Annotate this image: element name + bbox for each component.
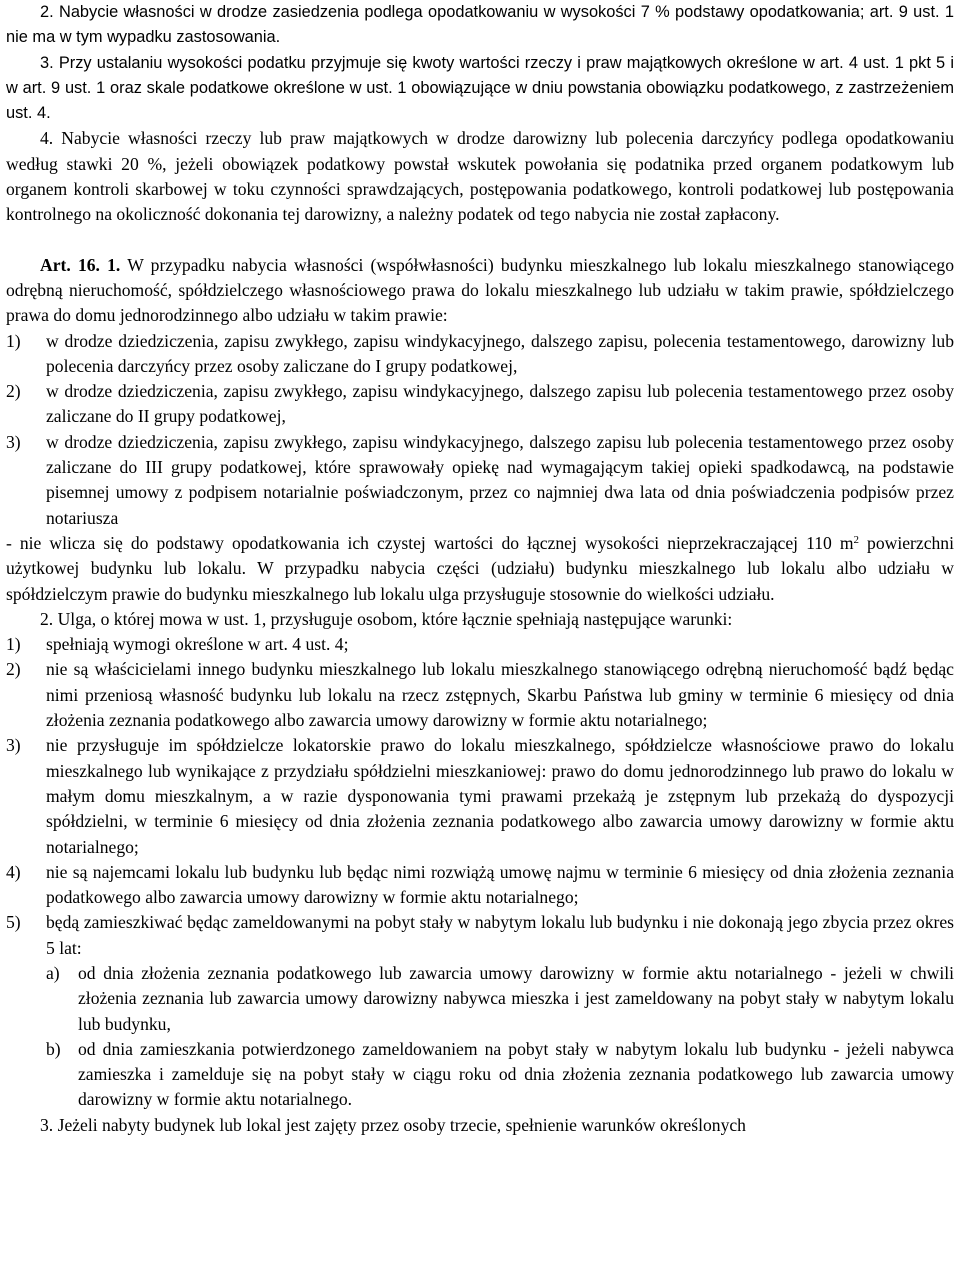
item-text: w drodze dziedziczenia, zapisu zwykłego, zapisu windykacyjnego, dalszego zapisu, polecenia testamentowego, darowizny lub polecenia darczyńcy przez osoby zaliczane do I grupy podatkowej, xyxy=(46,330,954,376)
rule-text-a: - nie wlicza się do podstawy opodatkowania ich czystej wartości do łącznej wysokości nieprzekraczającej 110 m xyxy=(6,532,854,553)
article-16-intro xyxy=(6,253,954,329)
item-text: nie przysługuje im spółdzielcze lokatorskie prawo do lokalu mieszkalnego, spółdzielcze własnościowe prawo do lokalu mieszkalnego lub wynikające z przydziału spółdzielni mieszkaniowej: prawo do domu jednorodzinnego lub prawo do lokalu w małym domu mieszkalnym, a w razie dysponowania tymi prawami przekażą je zstępnym lub przekażą do dyspozycji spółdzielni, w terminie 6 miesięcy od dnia złożenia zeznania podatkowego albo zawarcia umowy darowizny w formie aktu notarialnego; xyxy=(46,735,954,857)
item-number: 3) xyxy=(6,431,21,452)
item-number: 1) xyxy=(6,634,21,655)
item-text: nie są właścicielami innego budynku mieszkalnego lub lokalu mieszkalnego stanowiącego odrębną nieruchomość bądź będąc nimi przeniosą własność budynku lub lokalu na rzecz zstępnych, Skarbu Państwa lub gminy w terminie 6 miesięcy od dnia złożenia zeznania podatkowego albo zawarcia umowy darowizny w formie aktu notarialnego; xyxy=(46,659,954,731)
item-text: nie są najemcami lokalu lub budynku lub będąc nimi rozwiążą umowę najmu w terminie 6 miesięcy od dnia złożenia zeznania podatkowego albo zawarcia umowy darowizny w formie aktu notarialnego; xyxy=(46,861,954,908)
rule-text-b: powierzchni użytkowej budynku lub lokalu. W przypadku nabycia części (udziału) budynku mieszkalnego lub lokalu albo udziału w spółdzielczym prawie do budynku mieszkalnego lub lokalu ulga przysługuje stosownie do wielkości udziału. xyxy=(6,532,954,604)
list-item xyxy=(6,910,954,961)
spacer xyxy=(6,228,954,253)
list-item xyxy=(6,430,954,531)
item-text: będą zamieszkiwać będąc zameldowanymi na pobyt stały w nabytym lokalu lub budynku i nie dokonają jego zbycia przez okres 5 lat: xyxy=(46,912,954,958)
sub-list-item xyxy=(6,1037,954,1113)
list-item xyxy=(6,733,954,859)
article-intro-text: W przypadku nabycia własności (współwłasności) budynku mieszkalnego lub lokalu mieszkalnego stanowiącego odrębną nieruchomość, spółdzielczego własnościowego prawa do lokalu mieszkalnego lub udziału w takim prawie, spółdzielczego prawa do domu jednorodzinnego albo udziału w takim prawie: xyxy=(6,254,954,326)
item-number: 1) xyxy=(6,330,21,351)
list-item xyxy=(6,379,954,430)
item-text: w drodze dziedziczenia, zapisu zwykłego, zapisu windykacyjnego, dalszego zapisu lub polecenia testamentowego przez osoby zaliczane do III grupy podatkowej, które sprawowały opiekę nad wymagającym takiej opieki spadkodawcą, na podstawie pisemnej umowy z podpisem notarialnie poświadczonym, przez co najmniej dwa lata od dnia poświadczenia podpisów przez notariusza xyxy=(46,431,954,528)
item-list-2 xyxy=(6,632,954,1113)
list-item xyxy=(6,860,954,911)
top-section xyxy=(6,0,954,126)
paragraph-16-3: 3. Jeżeli nabyty budynek lub lokal jest zajęty przez osoby trzecie, spełnienie warunków określonych xyxy=(40,1114,746,1135)
paragraph-3: 3. Przy ustalaniu wysokości podatku przyjmuje się kwoty wartości rzeczy i praw majątkowych określone w art. 4 ust. 1 pkt 5 i w art. 9 ust. 1 oraz skale podatkowe określone w ust. 1 obowiązujące w dniu powstania obowiązku podatkowego, z zastrzeżeniem ust. 4. xyxy=(6,53,954,123)
list-item xyxy=(6,329,954,380)
paragraph-4: 4. Nabycie własności rzeczy lub praw majątkowych w drodze darowizny lub polecenia darczyńcy podlega opodatkowaniu według stawki 20 %, jeżeli obowiązek podatkowy powstał wskutek powołania się podatnika przed organem podatkowym lub organem kontroli skarbowej w toku czynności sprawdzających, postępowania podatkowego, kontroli podatkowej lub postępowania kontrolnego na okoliczność dokonania tej darowizny, a należny podatek od tego nabycia nie został zapłacony. xyxy=(6,128,954,225)
article-heading: Art. 16. 1. xyxy=(40,254,121,275)
paragraph-16-2: 2. Ulga, o której mowa w ust. 1, przysługuje osobom, które łącznie spełniają następujące warunki: xyxy=(40,608,733,629)
list-item xyxy=(6,632,954,657)
item-number: 4) xyxy=(6,861,21,882)
sub-item-letter: a) xyxy=(46,962,60,983)
item-number: 3) xyxy=(6,735,21,756)
item-number: 2) xyxy=(6,659,21,680)
exclusion-rule xyxy=(6,531,954,607)
item-number: 5) xyxy=(6,912,21,933)
document-page xyxy=(6,0,954,1138)
sub-item-text: od dnia zamieszkania potwierdzonego zameldowaniem na pobyt stały w nabytym lokalu lub budynku - jeżeli nabywca zamieszka i zamelduje się na pobyt stały w ciągu roku od dnia złożenia zeznania podatkowego lub zawarcia umowy darowizny w formie aktu notarialnego. xyxy=(78,1038,954,1110)
sub-item-text: od dnia złożenia zeznania podatkowego lub zawarcia umowy darowizny w formie aktu notarialnego - jeżeli w chwili złożenia zeznania lub zawarcia umowy darowizny nabywca mieszka i jest zameldowany na pobyt stały w nabytym lokalu lub budynku, xyxy=(78,962,954,1034)
item-text: spełniają wymogi określone w art. 4 ust. 4; xyxy=(46,634,349,655)
item-list-1 xyxy=(6,329,954,531)
item-number: 2) xyxy=(6,381,21,402)
sub-list-item xyxy=(6,961,954,1037)
sub-item-letter: b) xyxy=(46,1038,61,1059)
paragraph-2: 2. Nabycie własności w drodze zasiedzenia podlega opodatkowaniu w wysokości 7 % podstawy opodatkowania; art. 9 ust. 1 nie ma w tym wypadku zastosowania. xyxy=(6,3,954,47)
item-text: w drodze dziedziczenia, zapisu zwykłego, zapisu windykacyjnego, dalszego zapisu lub polecenia testamentowego przez osoby zaliczane do II grupy podatkowej, xyxy=(46,381,954,427)
superscript: 2 xyxy=(853,533,860,546)
list-item xyxy=(6,657,954,733)
